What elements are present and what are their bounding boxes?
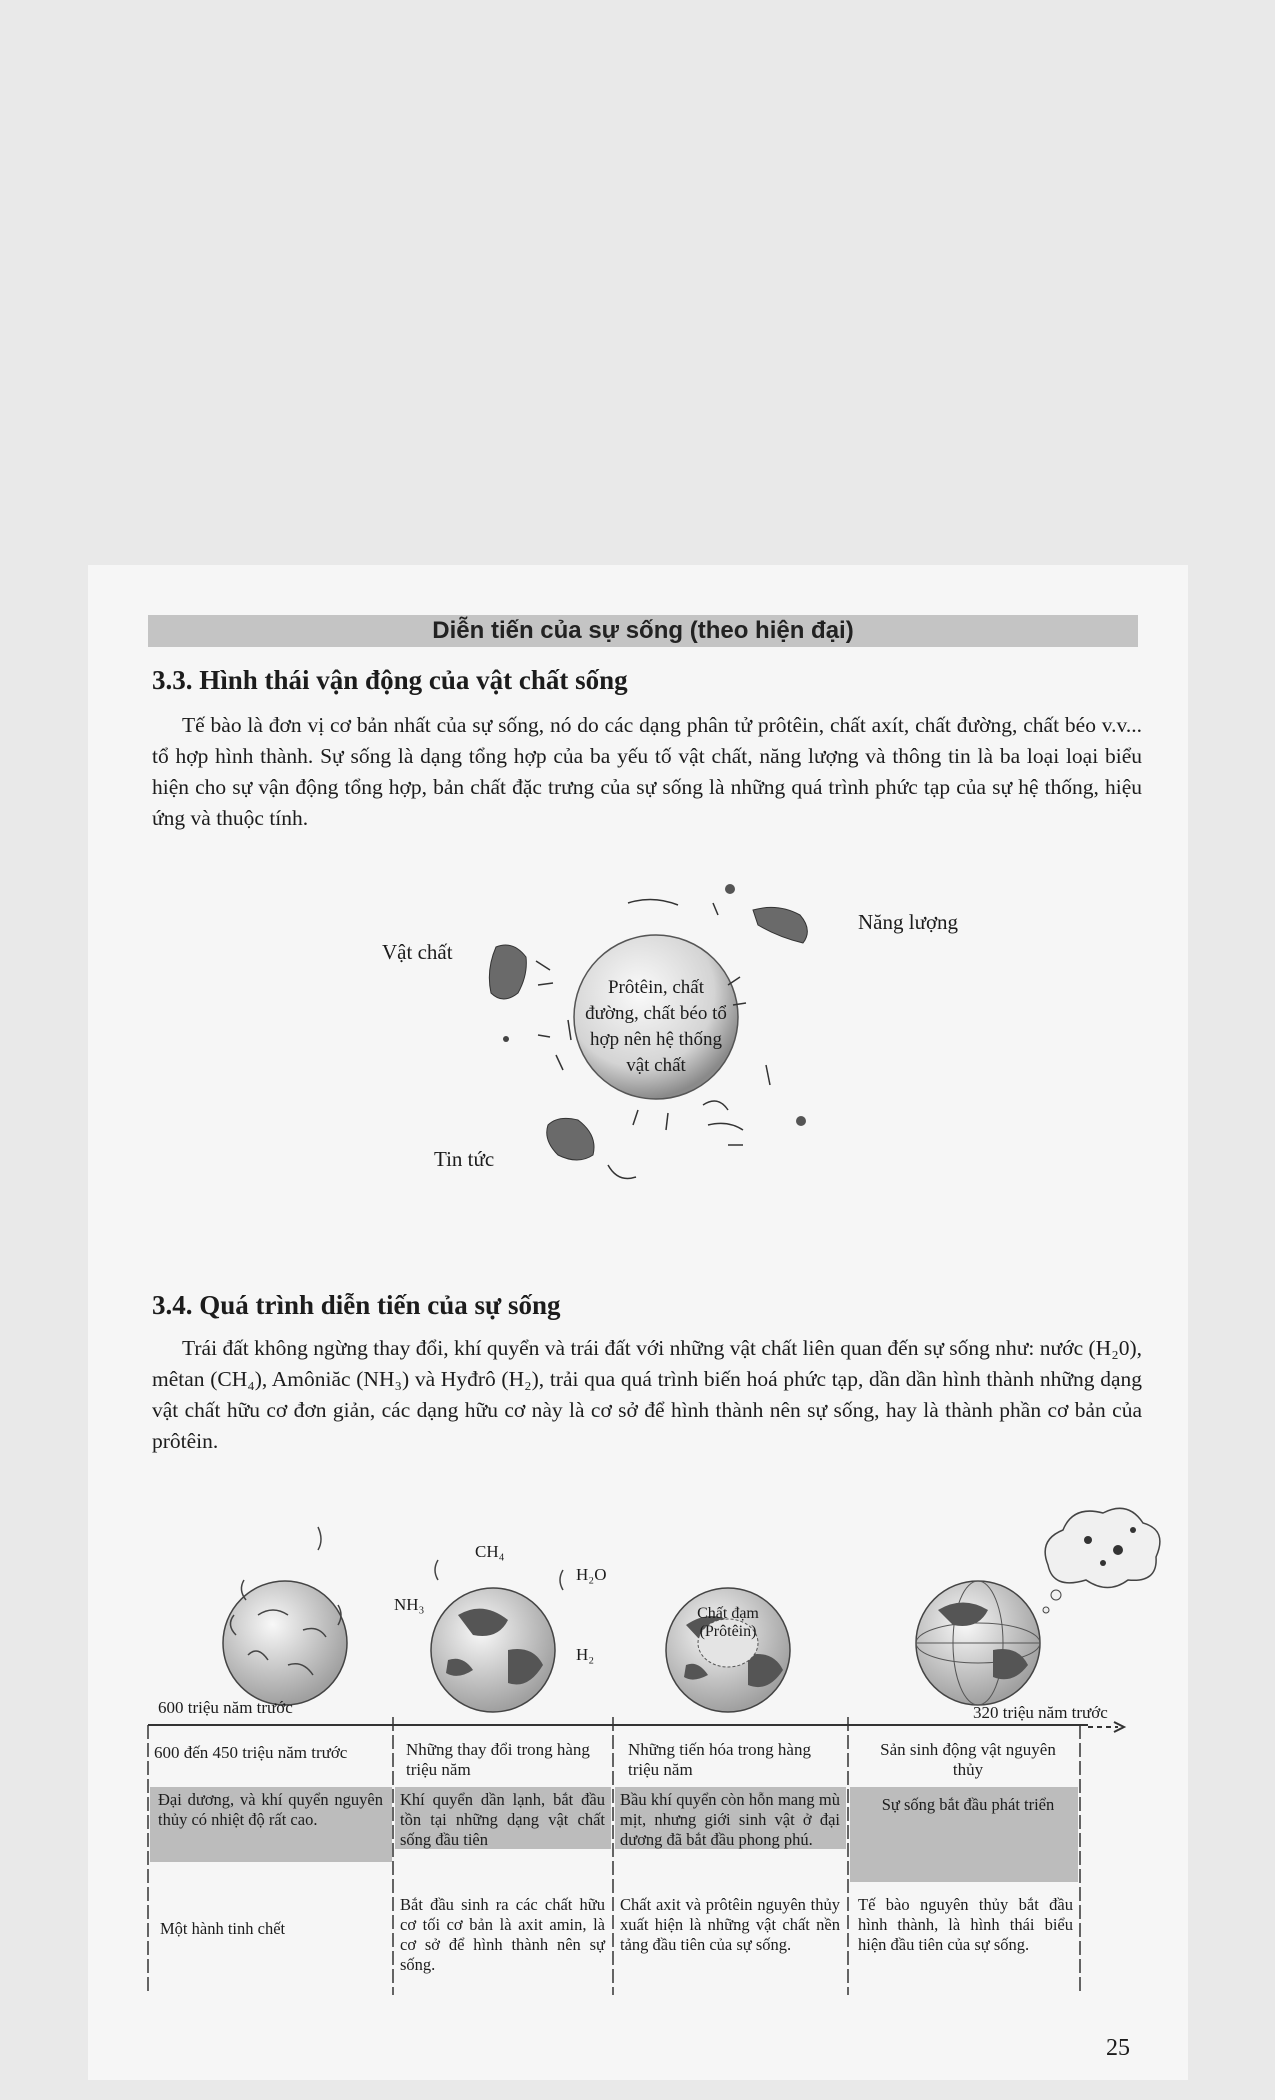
- timeline-cell-r2-c2: Bắt đầu sinh ra các chất hữu cơ tối cơ bản là axit amin, là cơ sở để hình thành nên sự sống.: [400, 1895, 605, 1974]
- planet-1: [223, 1527, 347, 1705]
- label-matter: Vật chất: [382, 940, 453, 964]
- timeline-header-3: Những tiến hóa trong hàng triệu năm: [628, 1740, 811, 1779]
- section-3-4-title: 3.4. Quá trình diễn tiến của sự sống: [152, 1290, 561, 1320]
- page-number: 25: [1106, 2035, 1130, 2061]
- chem-nh3: NH₃: [394, 1595, 425, 1614]
- timeline-cell-r2-c1: Một hành tinh chết: [160, 1919, 286, 1938]
- book-page: [88, 565, 1188, 2080]
- timeline-header-1: 600 đến 450 triệu năm trước: [154, 1743, 348, 1762]
- planet-4: [916, 1508, 1160, 1705]
- chem-h2: H₂: [576, 1645, 595, 1664]
- timeline-cell-r2-c4: Tế bào nguyên thủy bắt đầu hình thành, là hình thái biểu hiện đầu tiên của sự sống.: [858, 1895, 1073, 1954]
- timeline-cell-r2-c3: Chất axit và prôtêin nguyên thủy xuất hiện là những vật chất nền tảng đầu tiên của sự sống.: [620, 1895, 840, 1954]
- timeline-cell-r1-c1: Đại dương, và khí quyển nguyên thủy có nhiệt độ rất cao.: [158, 1790, 383, 1829]
- timeline-cell-r1-c2: Khí quyển dần lạnh, bắt đầu tồn tại những dạng vật chất sống đầu tiên: [400, 1790, 605, 1849]
- label-info: Tin tức: [434, 1147, 495, 1171]
- timeline-header-2: Những thay đổi trong hàng triệu năm: [406, 1740, 590, 1779]
- section-banner: Diễn tiến của sự sống (theo hiện đại): [148, 615, 1138, 647]
- timeline-header-4: Sản sinh động vật nguyên thủy: [880, 1740, 1056, 1779]
- time-end-label: 320 triệu năm trước: [973, 1703, 1108, 1722]
- time-start-label: 600 triệu năm trước: [158, 1698, 293, 1717]
- chem-ch4: CH₄: [475, 1542, 505, 1561]
- section-3-3-paragraph: Tế bào là đơn vị cơ bản nhất của sự sống, nó do các dạng phân tử prôtêin, chất axít, chất đường, chất béo v.v... tổ hợp hình thành. Sự sống là dạng tổng hợp của ba yếu tố vật chất, năng lượng và thông tin là ba loại loại biểu hiện cho sự vận động tổng hợp, bản chất đặc trưng của sự sống là những quá trình phức tạp của sự hệ thống, hiệu ứng và thuộc tính.: [152, 713, 1142, 830]
- timeline-cell-r1-c4: Sự sống bắt đầu phát triển: [881, 1795, 1055, 1814]
- section-3-4-paragraph: Trái đất không ngừng thay đổi, khí quyển và trái đất với những vật chất liên quan đến sự sống như: nước (H₂0), mêtan (CH₄), Amôniăc (NH₃) và Hyđrô (H₂), trải qua quá trình biến hoá phức tạp, dần dần hình thành những dạng vật chất hữu cơ đơn giản, các dạng hữu cơ này là cơ sở để hình thành nên sự sống, hay là thành phần cơ bản của prôtêin.: [152, 1336, 1142, 1453]
- planet-3-label: Chất đạm (Prôtêin): [697, 1605, 759, 1640]
- section-3-3-title: 3.3. Hình thái vận động của vật chất sống: [152, 665, 628, 695]
- central-sphere-text: Prôtêin, chất đường, chất béo tổ hợp nên hệ thống vật chất: [585, 977, 727, 1076]
- timeline-cell-r1-c3: Bầu khí quyển còn hỗn mang mù mịt, nhưng giới sinh vật ở đại dương đã bắt đầu phong phú.: [620, 1790, 840, 1849]
- label-energy: Năng lượng: [858, 910, 959, 934]
- planet-2: [431, 1560, 563, 1712]
- chem-h2o: H₂O: [576, 1565, 607, 1584]
